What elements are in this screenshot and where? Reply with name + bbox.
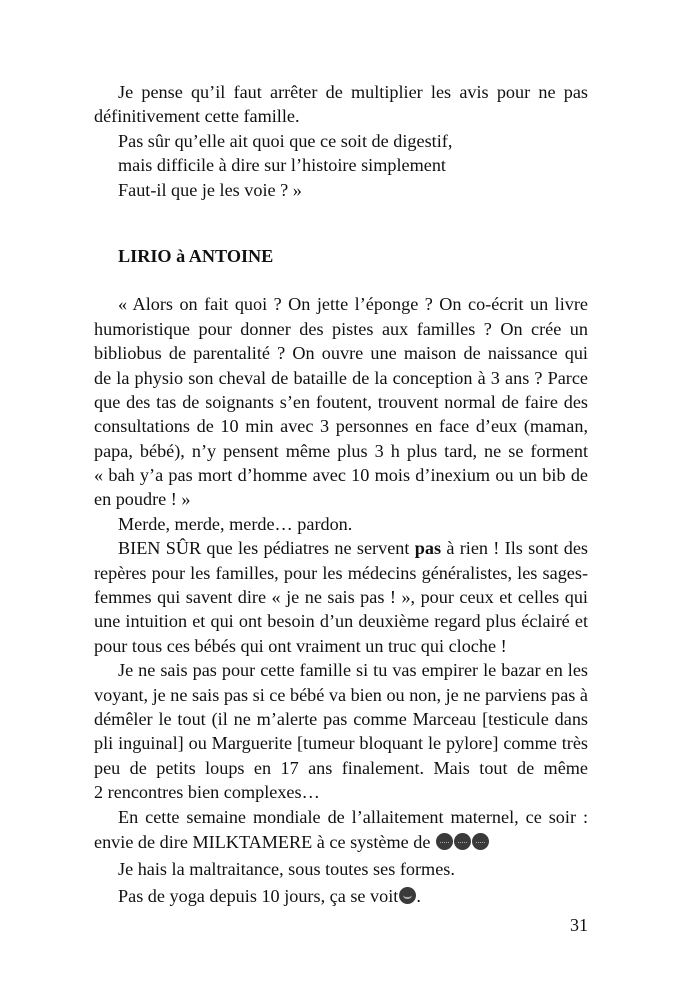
page-number: 31 xyxy=(570,915,588,935)
text-segment: Merde, merde, merde… pardon. xyxy=(118,513,353,534)
text-segment: Pas de yoga depuis 10 jours, ça se voit xyxy=(118,885,399,906)
text-line xyxy=(94,756,588,780)
text-segment: Je ne sais pas pour cette famille si tu vas empirer le bazar en les xyxy=(118,660,588,681)
text-segment: pour tous ces bébés qui ont vraiment un truc qui cloche ! xyxy=(94,635,507,656)
text-segment: bibliobus de parentalité ? On ouvre une maison de naissance qui xyxy=(94,343,588,364)
text-segment: humoristique pour donner des pistes aux familles ? On crée un xyxy=(94,318,588,339)
text-line xyxy=(94,153,588,177)
text-segment: Faut-il que je les voie ? » xyxy=(118,179,302,200)
text-line xyxy=(94,585,588,609)
text-segment: Je pense qu’il faut arrêter de multiplier les avis pour ne pas xyxy=(118,82,588,102)
text-segment: peu de petits loups en 17 ans finalement. Mais tout de même xyxy=(94,757,588,778)
text-segment: mais difficile à dire sur l’histoire simplement xyxy=(118,155,446,176)
text-line xyxy=(94,341,588,365)
text-line xyxy=(94,439,588,463)
spacer xyxy=(94,268,588,292)
section-heading: LIRIO à ANTOINE xyxy=(118,245,274,266)
text-line xyxy=(94,104,588,128)
zipper-mouth-face-icon xyxy=(454,833,471,850)
text-line xyxy=(94,463,588,487)
text-line xyxy=(94,390,588,414)
text-segment: voyant, je ne sais pas si ce bébé va bien ou non, je ne parviens pas à xyxy=(94,684,588,705)
text-segment: définitivement cette famille. xyxy=(94,106,300,127)
intro-paragraph xyxy=(94,80,588,202)
text-segment: « bah y’a pas mort d’homme avec 10 mois d’inexium ou un bib de xyxy=(94,465,588,486)
text-line xyxy=(94,317,588,341)
text-line xyxy=(94,609,588,633)
text-segment: de la physio son cheval de bataille de la conception à 3 ans ? Parce xyxy=(94,367,588,388)
text-line xyxy=(94,805,588,829)
text-segment: à rien ! Ils sont des xyxy=(441,538,588,559)
zipper-mouth-face-icon xyxy=(436,833,453,850)
text-segment: envie de dire MILKTAMERE à ce système de xyxy=(94,831,435,852)
text-line xyxy=(94,178,588,202)
text-segment: En cette semaine mondiale de l’allaitement maternel, ce soir : xyxy=(118,806,588,827)
text-line xyxy=(94,856,588,883)
text-segment: 2 rencontres bien complexes… xyxy=(94,782,320,803)
letter-text xyxy=(94,292,588,910)
text-line xyxy=(94,731,588,755)
text-segment: Je hais la maltraitance, sous toutes ses formes. xyxy=(118,858,455,879)
text-line xyxy=(94,414,588,438)
text-line xyxy=(94,707,588,731)
text-segment: . xyxy=(416,885,421,906)
text-line xyxy=(94,80,588,104)
text-line xyxy=(94,634,588,658)
text-segment: papa, bébé), n’y pensent même plus 3 h plus tard, ne se forment xyxy=(94,440,588,461)
spacer xyxy=(94,202,588,244)
text-segment: BIEN SÛR que les pédiatres ne servent xyxy=(118,538,415,559)
zipper-mouth-face-icon xyxy=(472,833,489,850)
text-segment: consultations de 10 min avec 3 personnes en face d’eux (maman, xyxy=(94,416,588,437)
text-line xyxy=(94,561,588,585)
text-segment: démêler le tout (il ne m’alerte pas comme Marceau [testicule dans xyxy=(94,708,588,729)
text-line xyxy=(94,129,588,153)
text-segment: femmes qui savent dire « je ne sais pas ! », pour ceux et celles qui xyxy=(94,587,588,608)
text-segment: que des tas de soignants s’en foutent, trouvent normal de faire des xyxy=(94,391,588,412)
page-body xyxy=(94,80,588,910)
text-line xyxy=(94,829,588,856)
text-segment: pli inguinal] ou Marguerite [tumeur bloquant le pylore] comme très xyxy=(94,733,588,754)
text-segment: repères pour les familles, pour les médecins généralistes, les sages- xyxy=(94,562,588,583)
text-line xyxy=(94,883,588,910)
text-segment: une intuition et qui ont besoin d’un deuxième regard plus éclairé et xyxy=(94,611,588,632)
text-segment: Pas sûr qu’elle ait quoi que ce soit de digestif, xyxy=(118,130,453,151)
text-line xyxy=(94,536,588,560)
text-line xyxy=(94,780,588,804)
text-line xyxy=(94,366,588,390)
bold-text: pas xyxy=(414,538,442,559)
text-segment: « Alors on fait quoi ? On jette l’éponge ? On co-écrit un livre xyxy=(118,294,588,315)
text-line xyxy=(94,292,588,316)
text-line xyxy=(94,487,588,511)
smirking-face-icon xyxy=(399,887,416,904)
text-line xyxy=(94,683,588,707)
text-line xyxy=(94,512,588,536)
text-line xyxy=(94,658,588,682)
text-segment: en poudre ! » xyxy=(94,489,191,510)
